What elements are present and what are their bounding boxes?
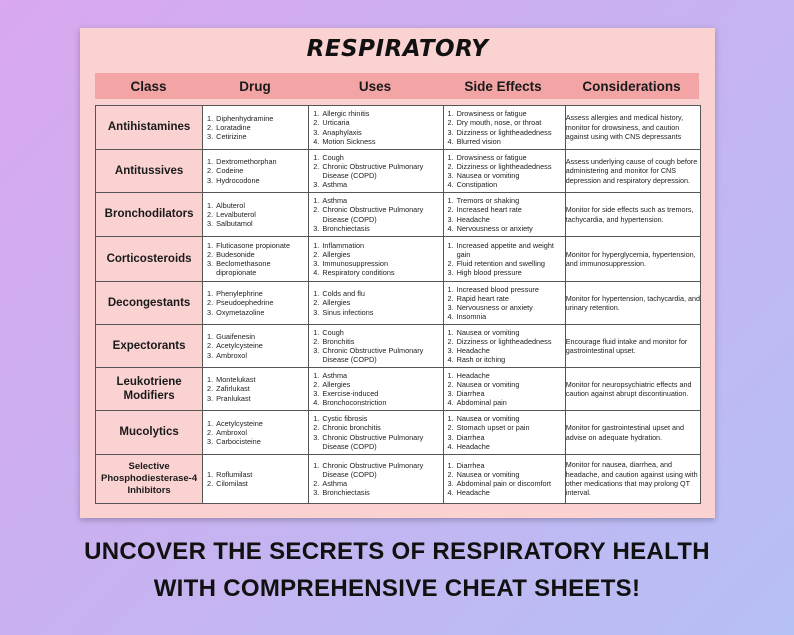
- list-item: 1. Acetylcysteine: [215, 419, 308, 428]
- list-item: 4. Motion Sickness: [321, 137, 442, 146]
- promo-headline-line-2: WITH COMPREHENSIVE CHEAT SHEETS!: [153, 575, 641, 602]
- considerations-cell: Monitor for neuropsychiatric effects and caution against abrupt discontinuation.: [565, 368, 700, 411]
- list-item: 2. Budesonide: [215, 250, 308, 259]
- list-item: 1. Asthma: [321, 371, 442, 380]
- drug-class-cell: Corticosteroids: [96, 237, 203, 282]
- side-effects-list: [444, 153, 565, 189]
- side-effects-cell: [443, 368, 565, 411]
- list-item: 3. Chronic Obstructive Pulmonary Disease (COPD): [321, 433, 442, 451]
- uses-cell: [309, 455, 443, 504]
- drugs-cell: [203, 150, 309, 193]
- list-item: 1. Tremors or shaking: [456, 196, 565, 205]
- list-item: 1. Cough: [321, 328, 442, 337]
- promo-headline-line-1: UNCOVER THE SECRETS OF RESPIRATORY HEALTH: [84, 538, 710, 565]
- table-row: [96, 282, 701, 325]
- list-item: 1. Phenylephrine: [215, 289, 308, 298]
- list-item: 2. Chronic Obstructive Pulmonary Disease (COPD): [321, 162, 442, 180]
- side-effects-cell: [443, 237, 565, 282]
- uses-cell: [309, 150, 443, 193]
- list-item: 1. Allergic rhinitis: [321, 109, 442, 118]
- table-row: [96, 237, 701, 282]
- list-item: 2. Nausea or vomiting: [456, 470, 565, 479]
- list-item: 2. Allergies: [321, 250, 442, 259]
- list-item: 1. Fluticasone propionate: [215, 241, 308, 250]
- table-row: [96, 325, 701, 368]
- list-item: 1. Inflammation: [321, 241, 442, 250]
- list-item: 2. Rapid heart rate: [456, 294, 565, 303]
- list-item: 3. Abdominal pain or discomfort: [456, 479, 565, 488]
- drugs-cell: [203, 411, 309, 455]
- list-item: 3. Sinus infections: [321, 308, 442, 317]
- list-item: 2. Chronic Obstructive Pulmonary Disease (COPD): [321, 205, 442, 223]
- drugs-list: [203, 201, 308, 228]
- list-item: 3. Chronic Obstructive Pulmonary Disease (COPD): [321, 346, 442, 364]
- list-item: 3. Nervousness or anxiety: [456, 303, 565, 312]
- list-item: 3. Headache: [456, 346, 565, 355]
- list-item: 1. Headache: [456, 371, 565, 380]
- uses-list: [309, 241, 442, 277]
- list-item: 4. Respiratory conditions: [321, 268, 442, 277]
- drugs-cell: [203, 237, 309, 282]
- drugs-list: [203, 114, 308, 141]
- drugs-list: [203, 332, 308, 359]
- list-item: 1. Asthma: [321, 196, 442, 205]
- list-item: 2. Dizziness or lightheadedness: [456, 337, 565, 346]
- column-header-bar: [95, 73, 699, 99]
- drugs-list: [203, 419, 308, 446]
- list-item: 4. Insomnia: [456, 312, 565, 321]
- drug-table: [95, 105, 701, 504]
- considerations-cell: Monitor for hyperglycemia, hypertension, and immunosuppression.: [565, 237, 700, 282]
- list-item: 1. Cough: [321, 153, 442, 162]
- cheat-sheet: [80, 28, 715, 518]
- list-item: 3. Anaphylaxis: [321, 128, 442, 137]
- list-item: 4. Bronchoconstriction: [321, 398, 442, 407]
- drugs-list: [203, 241, 308, 277]
- list-item: 3. Diarrhea: [456, 389, 565, 398]
- list-item: 2. Acetylcysteine: [215, 341, 308, 350]
- list-item: 4. Headache: [456, 442, 565, 451]
- list-item: 3. Hydrocodone: [215, 176, 308, 185]
- side-effects-cell: [443, 411, 565, 455]
- column-header-class: Class: [130, 78, 167, 94]
- list-item: 1. Drowsiness or fatigue: [456, 109, 565, 118]
- list-item: 2. Stomach upset or pain: [456, 423, 565, 432]
- side-effects-list: [444, 241, 565, 277]
- table-row: [96, 150, 701, 193]
- list-item: 3. Diarrhea: [456, 433, 565, 442]
- uses-list: [309, 109, 442, 145]
- uses-list: [309, 196, 442, 232]
- list-item: 3. Immunosuppression: [321, 259, 442, 268]
- side-effects-cell: [443, 193, 565, 237]
- list-item: 1. Nausea or vomiting: [456, 414, 565, 423]
- list-item: 4. Constipation: [456, 180, 565, 189]
- table-row: [96, 106, 701, 150]
- drugs-cell: [203, 368, 309, 411]
- side-effects-list: [444, 371, 565, 407]
- list-item: 3. Carbocisteine: [215, 437, 308, 446]
- list-item: 1. Roflumilast: [215, 470, 308, 479]
- side-effects-list: [444, 414, 565, 450]
- uses-list: [309, 328, 442, 364]
- considerations-cell: Encourage fluid intake and monitor for gastrointestinal upset.: [565, 325, 700, 368]
- list-item: 3. Headache: [456, 215, 565, 224]
- uses-list: [309, 414, 442, 450]
- list-item: 2. Codeine: [215, 166, 308, 175]
- list-item: 1. Diarrhea: [456, 461, 565, 470]
- considerations-cell: Monitor for side effects such as tremors, tachycardia, and hypertension.: [565, 193, 700, 237]
- list-item: 2. Levalbuterol: [215, 210, 308, 219]
- list-item: 1. Diphenhydramine: [215, 114, 308, 123]
- uses-cell: [309, 282, 443, 325]
- list-item: 2. Allergies: [321, 298, 442, 307]
- list-item: 2. Fluid retention and swelling: [456, 259, 565, 268]
- list-item: 2. Cilomilast: [215, 479, 308, 488]
- list-item: 2. Asthma: [321, 479, 442, 488]
- list-item: 2. Dizziness or lightheadedness: [456, 162, 565, 171]
- list-item: 2. Pseudoephedrine: [215, 298, 308, 307]
- table-row: [96, 193, 701, 237]
- list-item: 4. Rash or itching: [456, 355, 565, 364]
- drugs-list: [203, 470, 308, 488]
- drug-class-cell: Leukotriene Modifiers: [96, 368, 203, 411]
- drug-class-cell: Mucolytics: [96, 411, 203, 455]
- list-item: 2. Urticaria: [321, 118, 442, 127]
- side-effects-list: [444, 196, 565, 232]
- list-item: 2. Allergies: [321, 380, 442, 389]
- considerations-cell: Monitor for nausea, diarrhea, and headache, and caution against using with other medications that may prolong QT interval.: [565, 455, 700, 504]
- list-item: 2. Increased heart rate: [456, 205, 565, 214]
- column-header-considerations: Considerations: [582, 78, 681, 94]
- list-item: 3. Bronchiectasis: [321, 488, 442, 497]
- list-item: 3. Bronchiectasis: [321, 224, 442, 233]
- drug-class-cell: Bronchodilators: [96, 193, 203, 237]
- side-effects-cell: [443, 325, 565, 368]
- considerations-cell: Assess allergies and medical history, monitor for drowsiness, and caution against using with CNS depressants: [565, 106, 700, 150]
- list-item: 1. Albuterol: [215, 201, 308, 210]
- side-effects-list: [444, 328, 565, 364]
- uses-cell: [309, 368, 443, 411]
- drug-class-cell: Antitussives: [96, 150, 203, 193]
- list-item: 3. Salbutamol: [215, 219, 308, 228]
- drugs-cell: [203, 282, 309, 325]
- considerations-cell: Assess underlying cause of cough before administering and monitor for CNS depression and respiratory depression.: [565, 150, 700, 193]
- side-effects-cell: [443, 282, 565, 325]
- uses-list: [309, 289, 442, 316]
- list-item: 2. Zafirlukast: [215, 384, 308, 393]
- side-effects-list: [444, 461, 565, 497]
- list-item: 1. Guaifenesin: [215, 332, 308, 341]
- list-item: 3. High blood pressure: [456, 268, 565, 277]
- uses-cell: [309, 325, 443, 368]
- list-item: 2. Nausea or vomiting: [456, 380, 565, 389]
- drugs-list: [203, 375, 308, 402]
- sheet-title: RESPIRATORY: [306, 36, 489, 62]
- list-item: 4. Blurred vision: [456, 137, 565, 146]
- list-item: 2. Bronchitis: [321, 337, 442, 346]
- side-effects-cell: [443, 106, 565, 150]
- side-effects-list: [444, 109, 565, 145]
- list-item: 1. Montelukast: [215, 375, 308, 384]
- list-item: 4. Nervousness or anxiety: [456, 224, 565, 233]
- uses-cell: [309, 237, 443, 282]
- column-header-uses: Uses: [358, 78, 392, 94]
- list-item: 2. Chronic bronchitis: [321, 423, 442, 432]
- list-item: 1. Dextromethorphan: [215, 157, 308, 166]
- uses-cell: [309, 411, 443, 455]
- list-item: 2. Ambroxol: [215, 428, 308, 437]
- drug-class-cell: Selective Phosphodiesterase-4 Inhibitors: [96, 455, 203, 504]
- list-item: 3. Asthma: [321, 180, 442, 189]
- list-item: 4. Abdominal pain: [456, 398, 565, 407]
- drugs-cell: [203, 106, 309, 150]
- list-item: 3. Oxymetazoline: [215, 308, 308, 317]
- table-row: [96, 368, 701, 411]
- drugs-cell: [203, 455, 309, 504]
- list-item: 3. Pranlukast: [215, 394, 308, 403]
- list-item: 1. Nausea or vomiting: [456, 328, 565, 337]
- side-effects-list: [444, 285, 565, 321]
- drugs-list: [203, 157, 308, 184]
- list-item: 1. Increased appetite and weight gain: [456, 241, 565, 259]
- considerations-cell: Monitor for gastrointestinal upset and advise on adequate hydration.: [565, 411, 700, 455]
- list-item: 1. Increased blood pressure: [456, 285, 565, 294]
- drug-class-cell: Expectorants: [96, 325, 203, 368]
- drugs-cell: [203, 193, 309, 237]
- list-item: 3. Cetirizine: [215, 132, 308, 141]
- drugs-cell: [203, 325, 309, 368]
- uses-cell: [309, 106, 443, 150]
- list-item: 2. Dry mouth, nose, or throat: [456, 118, 565, 127]
- drug-class-cell: Antihistamines: [96, 106, 203, 150]
- list-item: 3. Nausea or vomiting: [456, 171, 565, 180]
- uses-list: [309, 461, 442, 497]
- side-effects-cell: [443, 455, 565, 504]
- table-row: [96, 411, 701, 455]
- considerations-cell: Monitor for hypertension, tachycardia, and urinary retention.: [565, 282, 700, 325]
- side-effects-cell: [443, 150, 565, 193]
- list-item: 2. Loratadine: [215, 123, 308, 132]
- list-item: 3. Exercise-induced: [321, 389, 442, 398]
- column-header-drug: Drug: [239, 78, 271, 94]
- list-item: 3. Beclomethasone dipropionate: [215, 259, 308, 277]
- uses-list: [309, 371, 442, 407]
- column-header-side-effects: Side Effects: [464, 78, 542, 94]
- list-item: 1. Colds and flu: [321, 289, 442, 298]
- list-item: 1. Cystic fibrosis: [321, 414, 442, 423]
- list-item: 3. Ambroxol: [215, 351, 308, 360]
- list-item: 4. Headache: [456, 488, 565, 497]
- drugs-list: [203, 289, 308, 316]
- list-item: 3. Dizziness or lightheadedness: [456, 128, 565, 137]
- uses-list: [309, 153, 442, 189]
- drug-class-cell: Decongestants: [96, 282, 203, 325]
- list-item: 1. Chronic Obstructive Pulmonary Disease (COPD): [321, 461, 442, 479]
- table-row: [96, 455, 701, 504]
- list-item: 1. Drowsiness or fatigue: [456, 153, 565, 162]
- uses-cell: [309, 193, 443, 237]
